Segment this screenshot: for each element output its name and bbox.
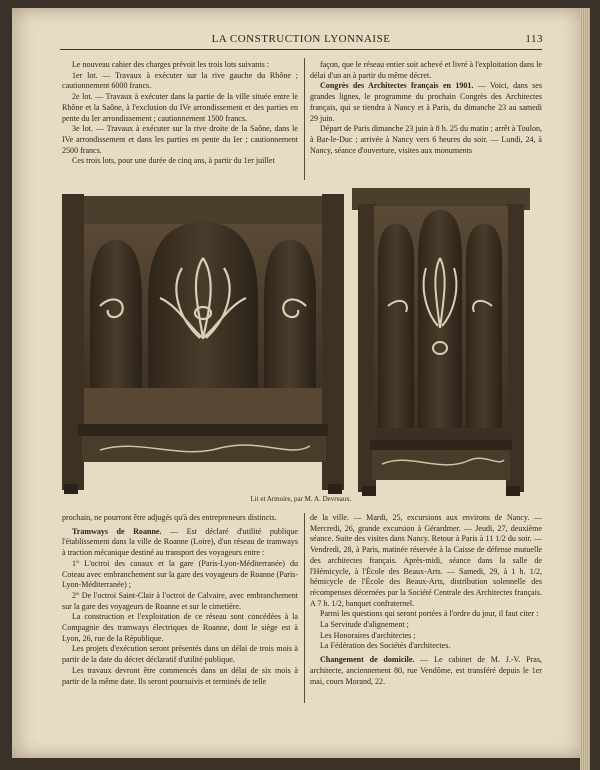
- wardrobe-illustration: [352, 188, 530, 496]
- list-item: La Servitude d'alignement ;: [320, 620, 409, 630]
- paragraph: 2° De l'octroi Saint-Clair à l'octroi de Calvaire, avec embranchement sur la gare des voyageurs de Roanne et sur le cimetière.: [62, 590, 298, 611]
- paragraph: Tramways de Roanne. — Est déclaré d'utilité publique l'établissement dans la ville de Roanne (Loire), d'un réseau de tramways à traction mécanique destiné au transport des voyageurs entre :: [62, 526, 298, 558]
- column-divider-top: [304, 58, 305, 180]
- paragraph: Départ de Paris dimanche 23 juin à 8 h. 25 du matin ; arrêt à Toulon, à Bar-le-Duc ; arrivée à Nancy vers 6 heures du soir. — Lundi, 24, à Nancy, séance d'ouverture, visites aux monuments: [310, 124, 542, 155]
- paragraph: Le nouveau cahier des charges prévoit les trois lots suivants :: [72, 60, 269, 69]
- column-top-left: [62, 60, 298, 167]
- paragraph: Congrès des Architectes français en 1901. — Voici, dans ses grandes lignes, le programme du prochain Congrès des Architectes français, qui se tiendra à Nancy et à Paris, du dimanche 23 au samedi 29 juin.: [310, 81, 542, 123]
- section-heading: Tramways de Roanne.: [72, 526, 162, 536]
- paragraph: 2e lot. — Travaux à exécuter dans la partie de la ville située entre le Rhône et la Saône, à l'exclusion du IVe arrondissement et des parties en pente du Ier arrondissement ; cautionnement 1500 francs.: [62, 92, 298, 123]
- paragraph: 1° L'octroi des canaux et la gare (Paris-Lyon-Méditerranée) du Coteau avec embranchement sur la gare des voyageurs de Roanne (Paris-Lyon-Méditerranée) ;: [62, 558, 298, 590]
- paragraph: Parmi les questions qui seront portées à l'ordre du jour, il faut citer :: [320, 609, 539, 619]
- column-bottom-right: [310, 513, 542, 687]
- journal-title: LA CONSTRUCTION LYONNAISE: [211, 33, 391, 45]
- column-bottom-left: [62, 513, 298, 687]
- paragraph: La construction et l'exploitation de ce réseau sont concédées à la Compagnie des tramways électriques de Roanne, dont le siège est à Lyon, 26, rue de la République.: [62, 612, 298, 643]
- paragraph: Changement de domicile. — Le cabinet de M. J.-V. Pras, architecte, anciennement 80, rue Vendôme, est transféré depuis le 1er mai, cours Morand, 22.: [310, 655, 542, 686]
- column-top-right: [310, 60, 542, 156]
- paragraph: de la ville. — Mardi, 25, excursions aux environs de Nancy. — Mercredi, 26, grande excursion à Gérardmer. — Jeudi, 27, deuxième séance. Suite des visites dans Nancy. Retour à Paris à 11 1/2 du soir. — Vendredi, 28, à Paris, matinée réservée à la Caisse de défense mutuelle des architectes français. Après-midi, séance dans la salle de l'Hémicycle, à l'École des Beaux-Arts. — Samedi, 29, à 1 h. 1/2, hémicycle de l'École des Beaux-Arts, distribution solennelle des récompenses décernées par la Société Centrale des Architectes français. A 7 h. 1/2, banquet confraternel.: [310, 513, 542, 608]
- furniture-illustration: [60, 188, 542, 504]
- list-item: La Fédération des Sociétés d'architectes.: [320, 641, 451, 651]
- paragraph: Ces trois lots, pour une durée de cinq ans, à partir du 1er juillet: [72, 156, 275, 166]
- paragraph: 3e lot. — Travaux à exécuter sur la rive droite de la Saône, dans le IVe arrondissement et dans les parties en pente du Ier ; cautionnement 2500 francs.: [62, 124, 298, 155]
- section-heading: Congrès des Architectes français en 1901.: [320, 81, 474, 91]
- bed-illustration: [62, 194, 344, 494]
- figure-caption: Lit et Armoire, par M. A. Devreaux.: [250, 495, 352, 503]
- paragraph: Les projets d'exécution seront présentés dans un délai de trois mois à partir de la date du décret déclaratif d'utilité publique.: [62, 644, 298, 665]
- paragraph: Les travaux devront être commencés dans un délai de six mois à partir de la même date. Ils seront poursuivis et terminés de telle: [62, 665, 298, 686]
- page-edge: [580, 8, 590, 770]
- journal-page: [12, 8, 590, 758]
- section-heading: Changement de domicile.: [320, 655, 415, 665]
- paragraph: prochain, ne pourront être adjugés qu'à des entrepreneurs distincts.: [62, 513, 277, 522]
- paragraph: façon, que le réseau entier soit achevé et livré à l'exploitation dans le délai d'un an à partir du même décret.: [310, 60, 542, 80]
- column-divider-bottom: [304, 513, 305, 703]
- list-item: Les Honoraires d'architectes ;: [320, 630, 416, 640]
- header-rule: [60, 49, 542, 50]
- paragraph: 1er lot. — Travaux à exécuter sur la rive gauche du Rhône ; cautionnement 6000 francs.: [62, 70, 298, 91]
- page-number: 113: [525, 33, 543, 45]
- question-list: [310, 620, 542, 652]
